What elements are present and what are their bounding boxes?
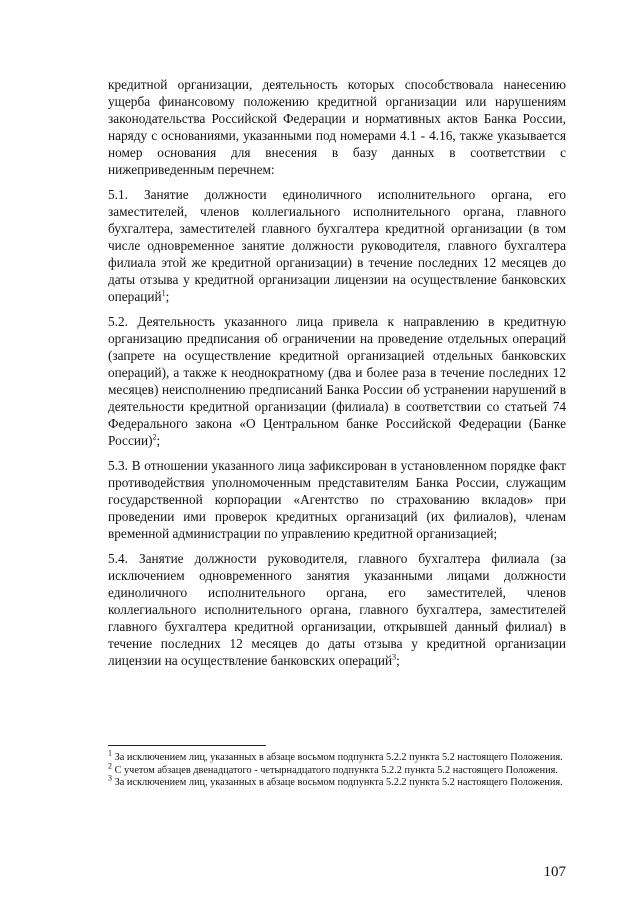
footnote-number: 1 (108, 748, 112, 758)
page-number: 107 (543, 864, 566, 880)
paragraph-5-1 (108, 186, 566, 305)
document-body (108, 76, 566, 669)
footnote-ref: 2 (152, 432, 157, 442)
footnote-ref: 1 (161, 288, 166, 298)
footnote-separator (108, 745, 266, 746)
footnote-text: За исключением лиц, указанных в абзаце восьмом подпункта 5.2.2 пункта 5.2 настоящего Положения. (114, 752, 563, 763)
paragraph-5-2 (108, 313, 566, 449)
paragraph-text: 5.1. Занятие должности единоличного исполнительного органа, его заместителей, членов коллегиального исполнительного органа, главного бухгалтера, заместителей главного бухгалтера кредитной организации (в том числе одновременное занятие должности руководителя, главного бухгалтера филиала этой же кредитной организации) в течение последних 12 месяцев до даты отзыва у кредитной организации лицензии на осуществление банковских операций (108, 187, 566, 304)
footnote-ref: 3 (392, 652, 397, 662)
footnote-2 (108, 761, 566, 778)
footnote-text: За исключением лиц, указанных в абзаце восьмом подпункта 5.2.2 пункта 5.2 настоящего Положения. (114, 777, 563, 788)
footnote-1 (108, 748, 566, 765)
footnote-number: 2 (108, 761, 112, 771)
paragraph-end: ; (156, 433, 161, 448)
paragraph-text: 5.4. Занятие должности руководителя, главного бухгалтера филиала (за исключением одновременного занятия указанными лицами должности единоличного исполнительного органа, его заместителей, членов коллегиального исполнительного органа, главного бухгалтера, заместителей главного бухгалтера кредитной организации, открывшей данный филиал) в течение последних 12 месяцев до даты отзыва у кредитной организации лицензии на осуществление банковских операций (108, 551, 566, 668)
paragraph-end: ; (165, 289, 170, 304)
paragraph-text: 5.3. В отношении указанного лица зафиксирован в установленном порядке факт противодействия уполномоченным представителям Банка России, служащим государственной корпорации «Агентство по страхованию вкладов» при проведении ими проверок кредитных организаций (их филиалов), членам временной администрации по управлению кредитной организацией; (108, 458, 566, 541)
footnotes (108, 748, 566, 790)
footnote-number: 3 (108, 773, 112, 783)
footnote-text: С учетом абзацев двенадцатого - четырнадцатого подпункта 5.2.2 пункта 5.2 настоящего Положения. (114, 764, 558, 776)
paragraph-text: 5.2. Деятельность указанного лица привела к направлению в кредитную организацию предписания об ограничении на проведение отдельных операций (запрете на осуществление кредитной организацией отдельных банковских операций), а также к неоднократному (два и более раза в течение последних 12 месяцев) неисполнению предписаний Банка России об устранении нарушений в деятельности кредитной организации (филиала) в соответствии со статьей 74 Федерального закона «О Центральном банке Российской Федерации (Банке России) (108, 314, 566, 448)
paragraph-end: ; (396, 653, 400, 668)
paragraph-text: кредитной организации, деятельность которых способствовала нанесению ущерба финансовому положению кредитной организации или нарушениям законодательства Российской Федерации и нормативных актов Банка России, наряду с основаниями, указанными под номерами 4.1 - 4.16, также указывается номер основания для внесения в базу данных в соответствии с нижеприведенным перечнем: (108, 77, 566, 177)
paragraph-5-3 (108, 457, 566, 542)
paragraph-intro (108, 76, 566, 178)
footnote-3 (108, 773, 566, 790)
paragraph-5-4 (108, 550, 566, 669)
